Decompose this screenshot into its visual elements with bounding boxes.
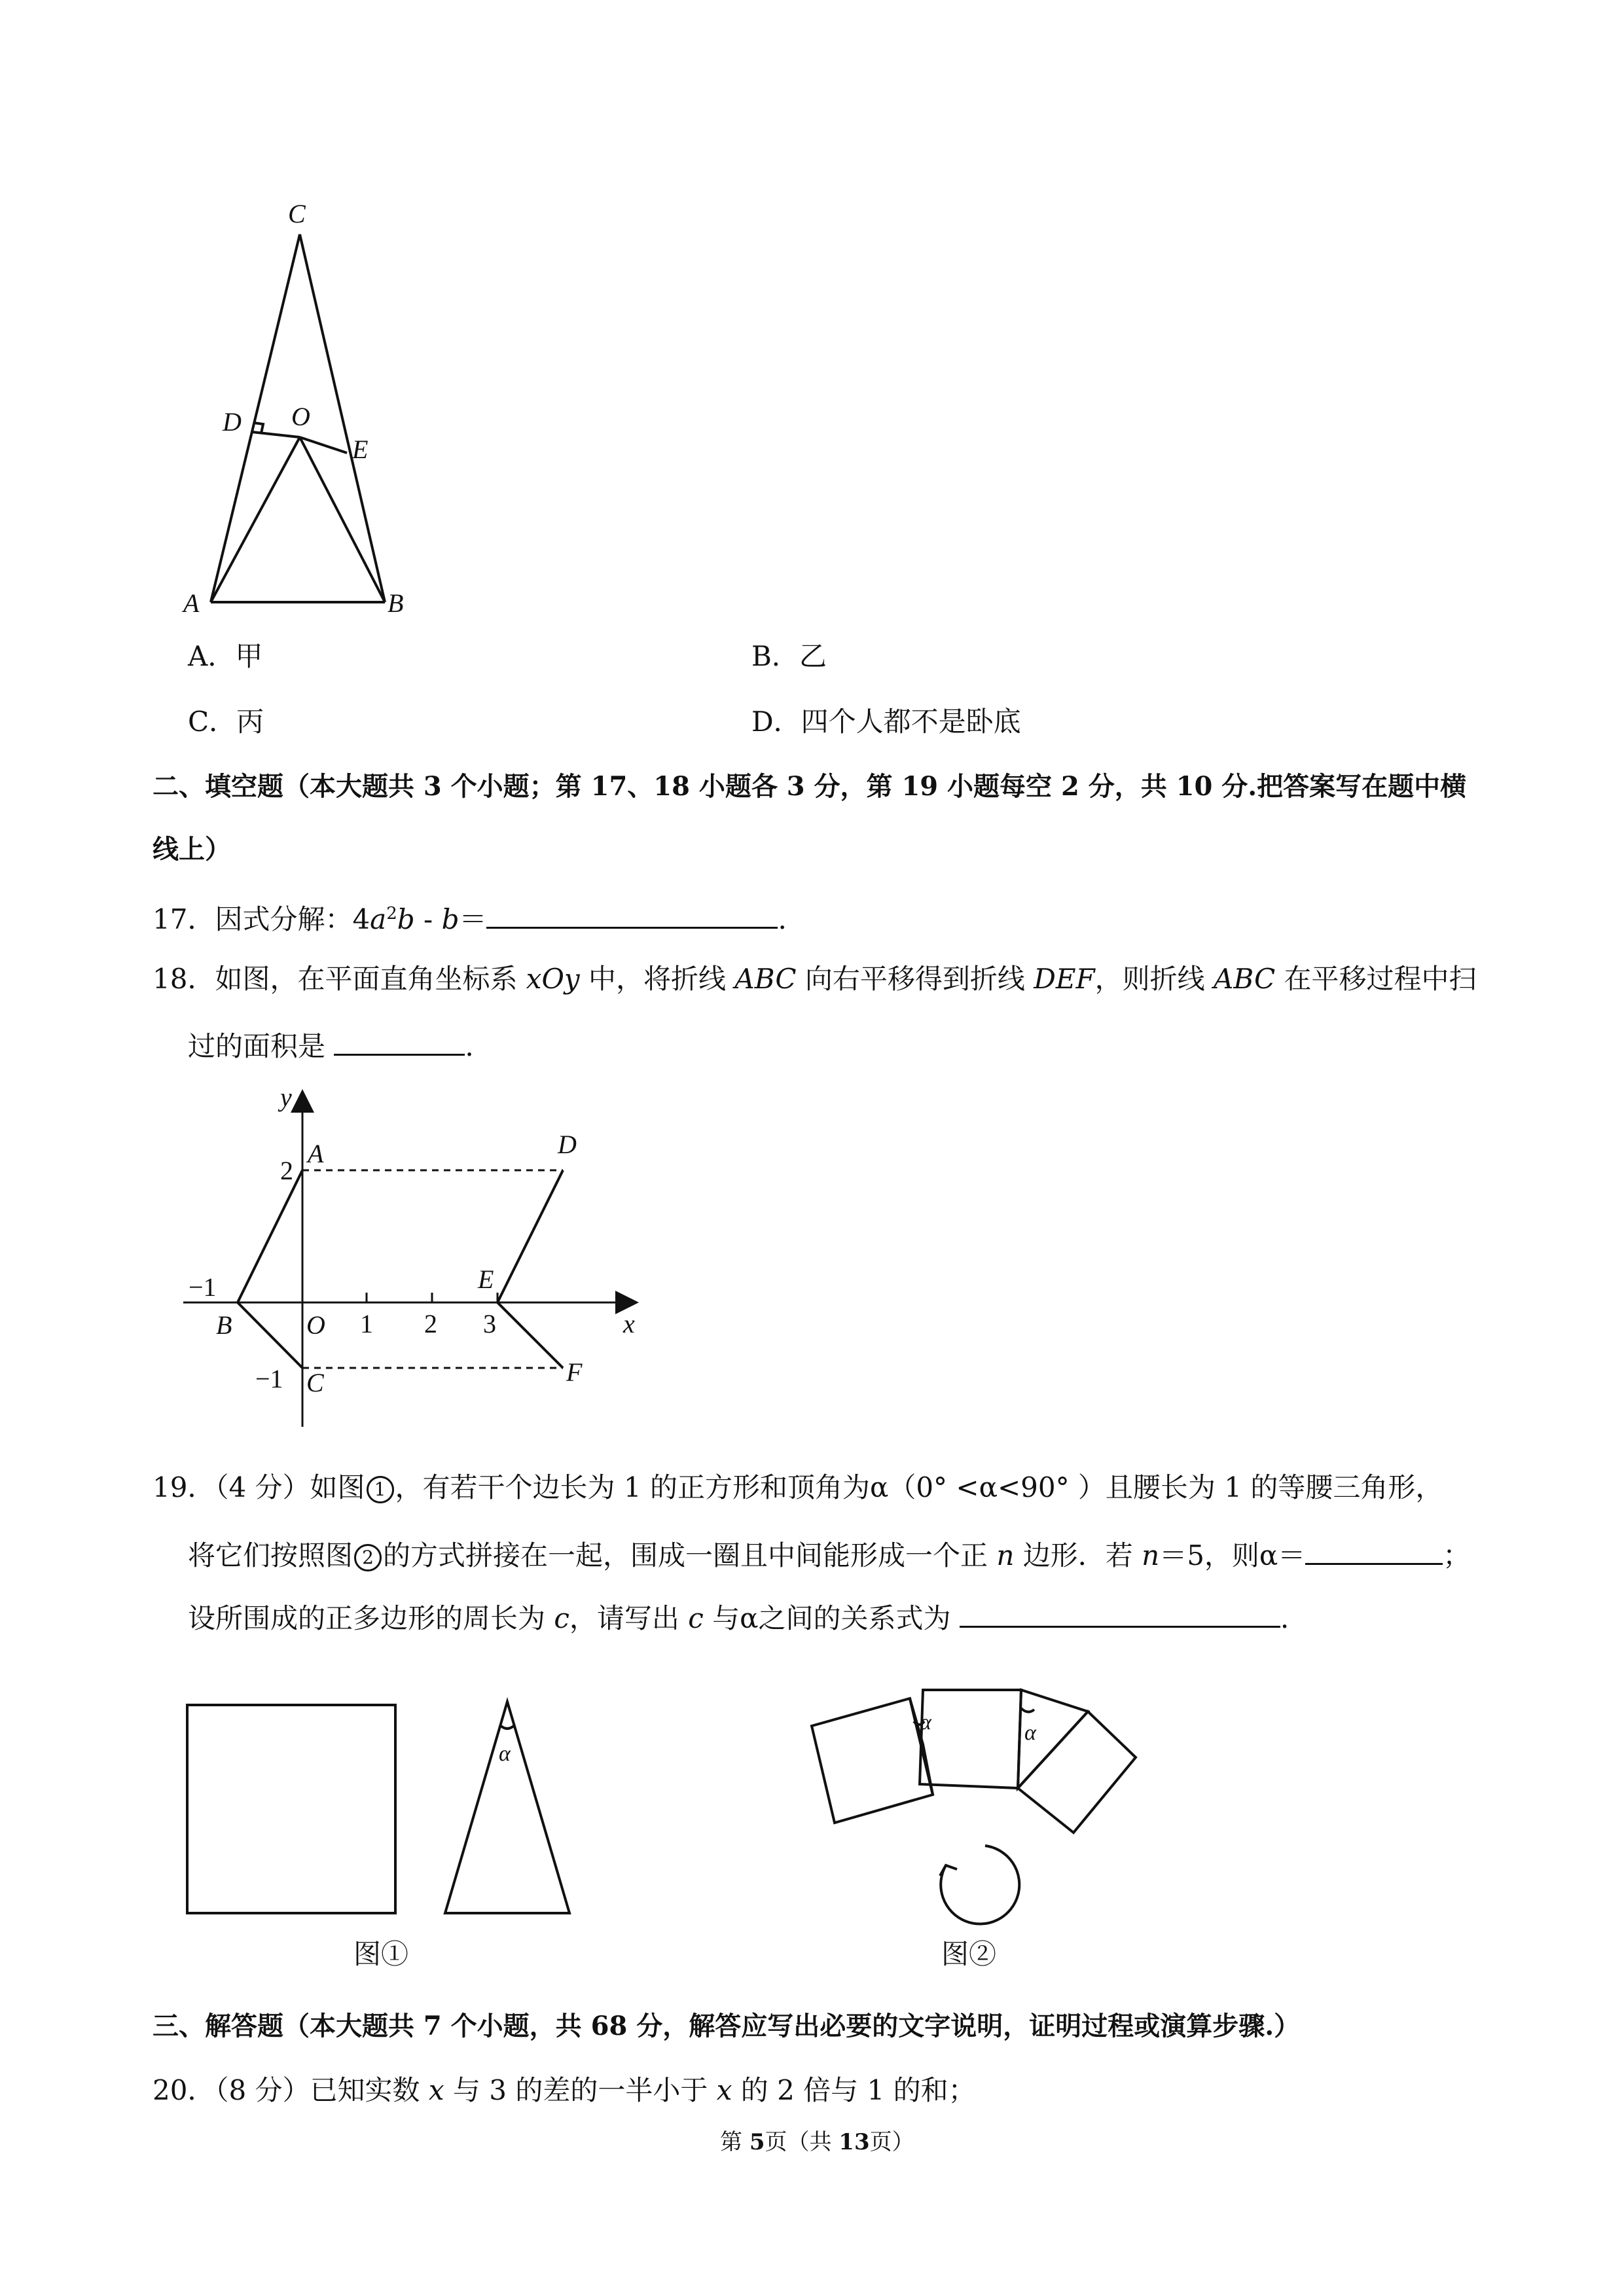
label-b: B <box>388 588 404 618</box>
option-a[interactable]: A．甲 <box>188 640 263 672</box>
q17-eq: ＝ <box>459 903 487 935</box>
q17-a: a <box>370 903 387 935</box>
origin-label: O <box>306 1310 325 1340</box>
q19-c-2: c <box>688 1602 704 1634</box>
isosceles-triangle <box>445 1702 569 1913</box>
q17-end: . <box>778 903 787 935</box>
page-footer <box>720 2124 914 2156</box>
axis-label-y: y <box>280 1083 292 1112</box>
question-17 <box>153 902 787 933</box>
question-20 <box>153 2074 976 2106</box>
q19-text-g: ； <box>1443 1539 1471 1571</box>
q20-text-b: 与 3 的差的一半小于 <box>444 2074 717 2106</box>
q19-c: c <box>554 1602 569 1634</box>
q17-b2: b <box>441 903 460 935</box>
segment-bo <box>300 437 385 602</box>
label-a: A <box>183 588 200 618</box>
q17-exponent: 2 <box>386 904 397 924</box>
q19-text-f: ＝5，则α＝ <box>1159 1539 1306 1571</box>
axis-label-x: x <box>623 1309 635 1338</box>
polyline-def <box>497 1170 563 1368</box>
section-heading-fill-in-cont: 线上） <box>153 834 231 865</box>
option-c[interactable]: C．丙 <box>188 706 264 738</box>
question-18-line2 <box>188 1029 474 1060</box>
tick-label-1: 1 <box>360 1309 373 1338</box>
footer-text-a: 第 <box>720 2129 749 2155</box>
q19-n: n <box>996 1539 1015 1571</box>
q18-text-d: ，则折线 <box>1094 963 1214 995</box>
tick-label-neg1-x: −1 <box>189 1272 217 1302</box>
label-o: O <box>291 402 310 431</box>
question-19-line2 <box>188 1538 1470 1571</box>
q19-text-e: 边形．若 <box>1014 1539 1142 1571</box>
point-label-c: C <box>306 1368 324 1397</box>
q18-xoy: xOy <box>526 963 580 995</box>
question-19-line3 <box>188 1601 1289 1632</box>
side-bc <box>300 234 385 602</box>
section-heading-solutions: 三、解答题（本大题共 7 个小题，共 68 分，解答应写出必要的文字说明，证明过程或演算步骤.） <box>153 2011 1301 2041</box>
q19-text-d: 的方式拼接在一起，围成一圈且中间能形成一个正 <box>383 1539 997 1571</box>
q19-text-c: 将它们按照图 <box>188 1539 353 1571</box>
point-label-e: E <box>478 1265 494 1294</box>
q19-figure-ref-2: 2 <box>354 1544 382 1571</box>
q19-text-j: 与α之间的关系式为 <box>703 1602 960 1634</box>
q19-text-b: ，有若干个边长为 1 的正方形和顶角为α（0° <α<90° ）且腰长为 1 的等腰三角形， <box>395 1471 1443 1503</box>
q18-abc-2: ABC <box>1214 963 1276 995</box>
q18-text-b: 中，将折线 <box>579 963 735 995</box>
q18-text-e: 在平移过程中扫 <box>1275 963 1477 995</box>
q17-prefix: 17．因式分解：4 <box>153 903 370 935</box>
footer-page-number: 5 <box>749 2129 765 2155</box>
q20-text-c: 的 2 倍与 1 的和； <box>732 2074 976 2106</box>
point-label-a: A <box>308 1139 324 1168</box>
q20-x-2: x <box>716 2074 732 2106</box>
q18-text-c: 向右平移得到折线 <box>796 963 1034 995</box>
q18-def: DEF <box>1034 963 1095 995</box>
question-18-line1 <box>153 965 1477 993</box>
q17-b1: b <box>397 903 415 935</box>
alpha-label-left: α <box>920 1710 931 1734</box>
q19-n-2: n <box>1142 1539 1160 1571</box>
q19-text-i: ，请写出 <box>569 1602 689 1634</box>
square-triangle-figure <box>177 1669 596 1996</box>
square-middle <box>920 1690 1021 1788</box>
label-c: C <box>288 199 306 228</box>
caption-figure-2: 图② <box>941 1940 997 1970</box>
angle-arc <box>500 1725 514 1729</box>
q17-minus: - <box>414 903 442 935</box>
footer-total-pages: 13 <box>839 2129 870 2155</box>
point-label-d: D <box>558 1130 577 1159</box>
tick-label-2: 2 <box>424 1309 437 1338</box>
q19-text-k: . <box>1280 1602 1290 1634</box>
q19-text-a: 19．（4 分）如图 <box>153 1471 365 1503</box>
alpha-label-fig1: α <box>499 1742 511 1766</box>
option-d[interactable]: D．四个人都不是卧底 <box>751 706 1021 738</box>
point-label-f: F <box>566 1357 583 1387</box>
q19-alpha-blank[interactable] <box>1305 1538 1443 1565</box>
question-19-line1 <box>153 1471 1443 1503</box>
arc-right <box>1021 1708 1034 1712</box>
q17-answer-blank[interactable] <box>486 902 778 929</box>
point-label-b: B <box>216 1310 232 1340</box>
option-b[interactable]: B．乙 <box>751 640 827 672</box>
label-e: E <box>352 435 369 464</box>
footer-text-b: 页（共 <box>765 2129 839 2155</box>
unit-square <box>187 1705 395 1913</box>
segment-ao <box>211 437 300 602</box>
rotation-arrow <box>941 1846 1019 1924</box>
coordinate-figure <box>170 1080 668 1446</box>
caption-figure-1: 图① <box>353 1940 409 1970</box>
segment-do <box>252 432 300 437</box>
q18-abc: ABC <box>734 963 797 995</box>
q20-x: x <box>428 2074 444 2106</box>
triangle-figure <box>170 190 445 635</box>
q19-text-h: 设所围成的正多边形的周长为 <box>188 1602 554 1634</box>
arrangement-figure <box>785 1649 1178 1996</box>
q18-answer-blank[interactable] <box>334 1029 465 1056</box>
tick-label-2-y: 2 <box>280 1156 293 1185</box>
polyline-abc <box>238 1170 302 1368</box>
q18-text-f: 过的面积是 <box>188 1030 334 1062</box>
q19-relation-blank[interactable] <box>960 1601 1280 1628</box>
q18-text-a: 18．如图，在平面直角坐标系 <box>153 963 526 995</box>
alpha-label-right: α <box>1024 1721 1036 1745</box>
q19-figure-ref-1: 1 <box>367 1476 394 1503</box>
tick-label-3: 3 <box>483 1309 496 1338</box>
tick-label-neg1-y: −1 <box>255 1364 283 1393</box>
q20-text-a: 20．（8 分）已知实数 <box>153 2074 429 2106</box>
label-d: D <box>223 407 242 437</box>
q18-end: . <box>465 1030 474 1062</box>
footer-text-c: 页） <box>869 2129 914 2155</box>
section-heading-fill-in: 二、填空题（本大题共 3 个小题；第 17、18 小题各 3 分，第 19 小题每空 2 分，共 10 分.把答案写在题中横 <box>153 771 1467 802</box>
